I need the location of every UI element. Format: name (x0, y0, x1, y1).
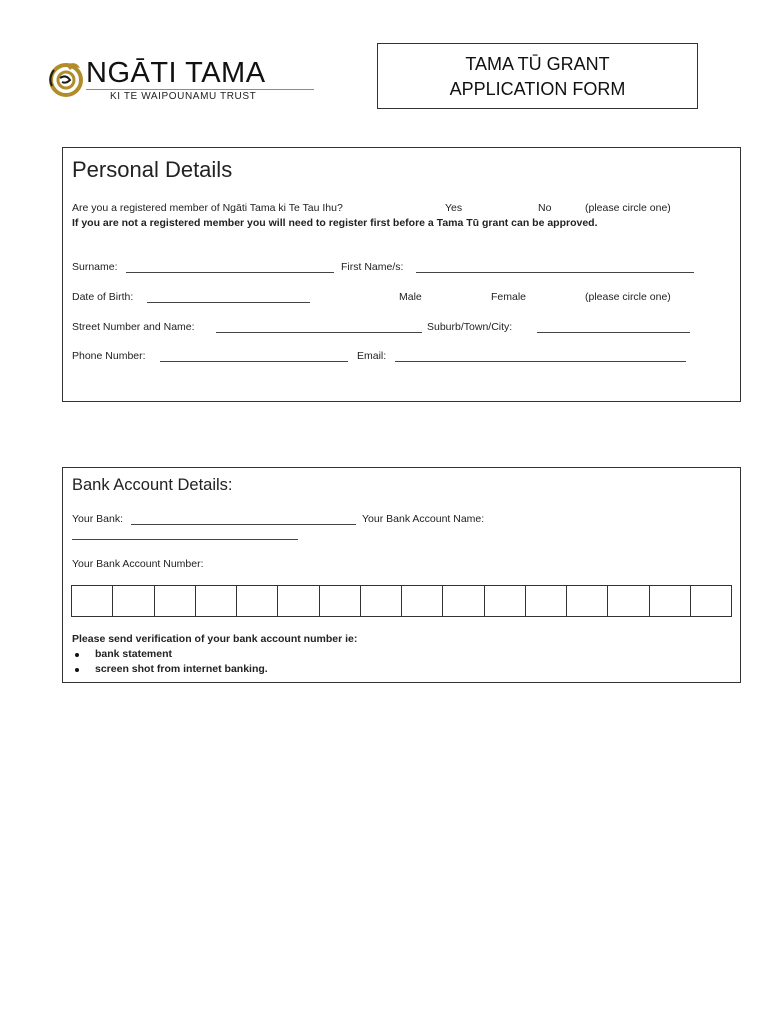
account-name-field[interactable] (72, 539, 298, 540)
form-title-box (377, 43, 698, 109)
phone-field[interactable] (160, 361, 348, 362)
personal-details-heading: Personal Details (72, 157, 233, 182)
verification-note: Please send verification of your bank account number ie: (72, 633, 358, 645)
account-digit-box[interactable] (113, 586, 154, 616)
account-digit-box[interactable] (196, 586, 237, 616)
member-circle-hint: (please circle one) (585, 202, 671, 214)
member-no-option[interactable]: No (538, 202, 552, 214)
trust-logo (46, 54, 316, 104)
account-digit-box[interactable] (567, 586, 608, 616)
form-title-line2: APPLICATION FORM (449, 79, 626, 99)
account-digit-box[interactable] (278, 586, 319, 616)
logo-subtitle: KI TE WAIPOUNAMU TRUST (110, 91, 257, 102)
account-digit-box[interactable] (361, 586, 402, 616)
form-title-line1: TAMA TŪ GRANT (465, 54, 610, 74)
first-names-field[interactable] (416, 272, 694, 273)
account-number-boxes (71, 585, 732, 617)
account-digit-box[interactable] (691, 586, 731, 616)
surname-label: Surname: (72, 261, 118, 273)
account-digit-box[interactable] (237, 586, 278, 616)
phone-label: Phone Number: (72, 350, 146, 362)
your-bank-field[interactable] (131, 524, 356, 525)
account-digit-box[interactable] (485, 586, 526, 616)
account-digit-box[interactable] (155, 586, 196, 616)
account-digit-box[interactable] (526, 586, 567, 616)
personal-details-section (62, 147, 741, 402)
logo-rule (86, 89, 314, 90)
account-digit-box[interactable] (320, 586, 361, 616)
list-item: screen shot from internet banking. (95, 663, 268, 675)
account-digit-box[interactable] (650, 586, 691, 616)
account-digit-box[interactable] (402, 586, 443, 616)
member-note: If you are not a registered member you will need to register first before a Tama Tū grant can be approved. (72, 217, 598, 229)
email-field[interactable] (395, 361, 686, 362)
member-yes-option[interactable]: Yes (445, 202, 463, 214)
account-number-label: Your Bank Account Number: (72, 558, 204, 570)
street-field[interactable] (216, 332, 422, 333)
gender-female-option[interactable]: Female (491, 291, 527, 303)
account-digit-box[interactable] (608, 586, 649, 616)
bullet-icon (75, 653, 79, 657)
bullet-icon (75, 668, 79, 672)
bank-details-section (62, 467, 741, 683)
suburb-field[interactable] (537, 332, 690, 333)
surname-field[interactable] (126, 272, 334, 273)
first-names-label: First Name/s: (341, 261, 404, 273)
account-digit-box[interactable] (443, 586, 484, 616)
account-digit-box[interactable] (72, 586, 113, 616)
list-item: bank statement (95, 648, 173, 660)
member-question: Are you a registered member of Ngāti Tama ki Te Tau Ihu? (72, 202, 343, 214)
dob-field[interactable] (147, 302, 310, 303)
gender-male-option[interactable]: Male (399, 291, 422, 303)
account-name-label: Your Bank Account Name: (362, 513, 485, 525)
suburb-label: Suburb/Town/City: (427, 321, 513, 333)
your-bank-label: Your Bank: (72, 513, 123, 525)
street-label: Street Number and Name: (72, 321, 195, 333)
bank-details-heading: Bank Account Details: (72, 476, 233, 494)
email-label: Email: (357, 350, 387, 362)
gender-circle-hint: (please circle one) (585, 291, 671, 303)
dob-label: Date of Birth: (72, 291, 134, 303)
logo-title: NGĀTI TAMA (86, 57, 266, 89)
koru-emblem-icon (46, 56, 86, 98)
